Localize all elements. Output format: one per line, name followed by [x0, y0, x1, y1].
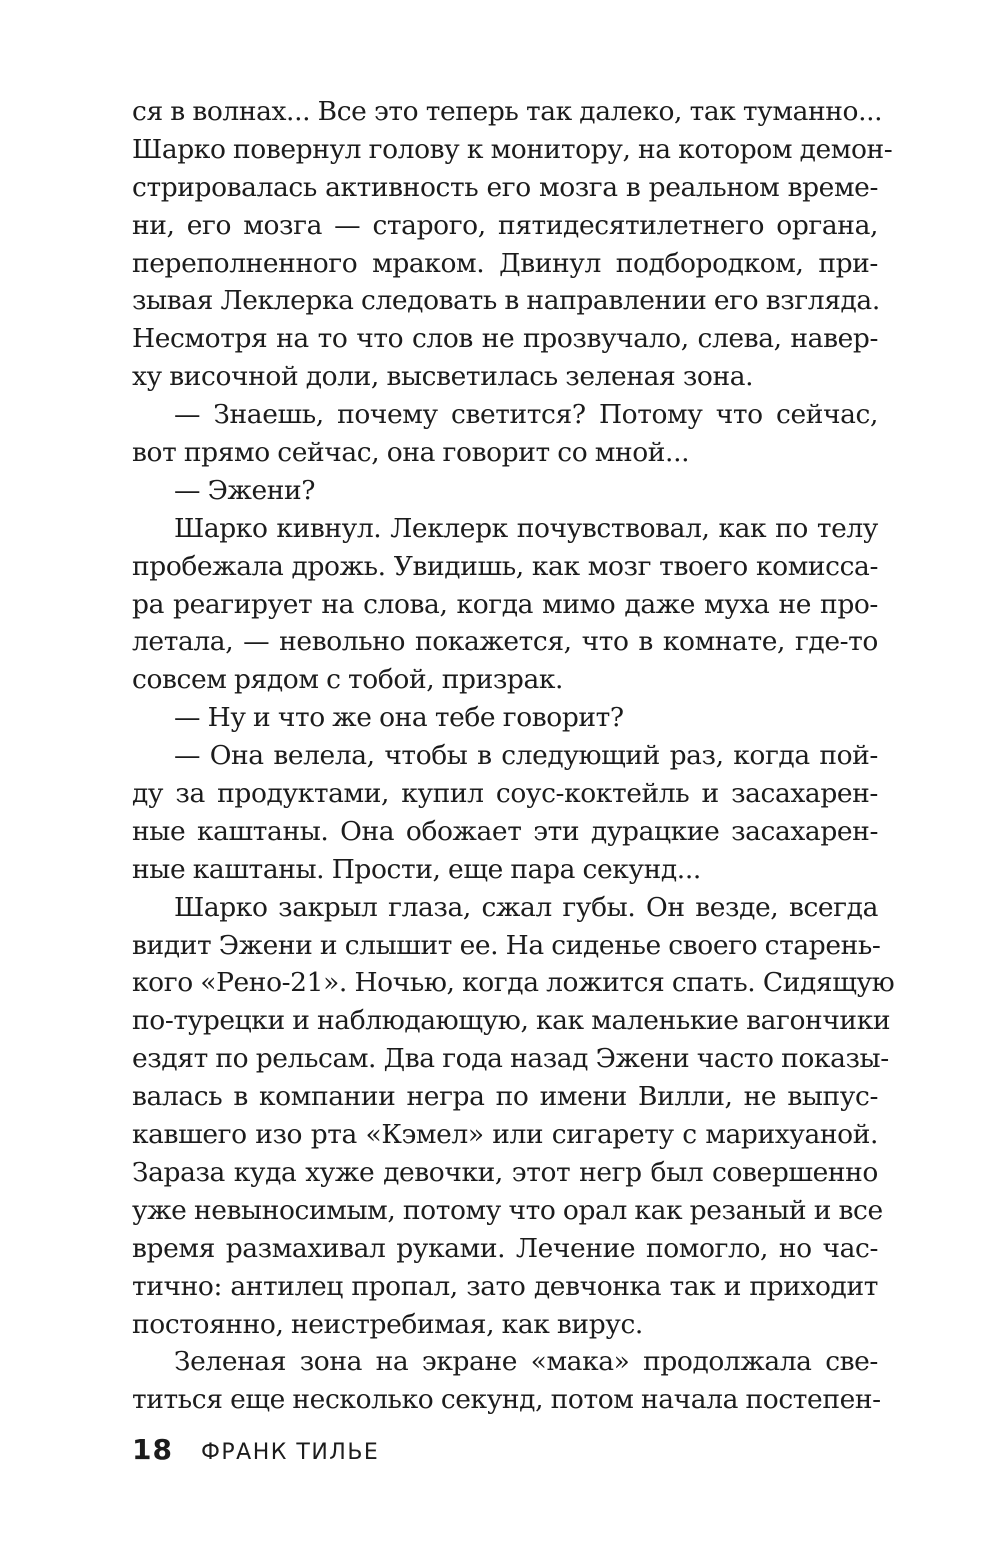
- text-line: ся в волнах... Все это теперь так далеко, так туманно...: [132, 96, 883, 127]
- text-line: видит Эжени и слышит ее. На сиденье своего старень-: [132, 929, 881, 961]
- page-footer: [132, 1430, 379, 1470]
- text-line: зывая Леклерка следовать в направлении его взгляда.: [132, 285, 880, 317]
- text-line: ни, его мозга — старого, пятидесятилетнего органа,: [132, 209, 878, 241]
- text-line: переполненного мраком. Двинул подбородком, при-: [132, 247, 878, 279]
- text-line: уже невыносимым, потому что орал как резаный и все: [132, 1194, 883, 1226]
- text-line: ду за продуктами, купил соус-коктейль и засахарен-: [132, 778, 878, 810]
- text-line: валась в компании негра по имени Вилли, не выпус-: [132, 1081, 878, 1113]
- text-line: — Эжени?: [174, 474, 316, 506]
- running-head-author: ФРАНК ТИЛЬЕ: [200, 1440, 380, 1465]
- text-line: — Знаешь, почему светится? Потому что сейчас,: [174, 399, 878, 431]
- text-line: титься еще несколько секунд, потом начала постепен-: [132, 1384, 881, 1416]
- text-line: Несмотря на то что слов не прозвучало, слева, навер-: [132, 323, 878, 355]
- text-line: Шарко повернул голову к монитору, на котором демон-: [132, 133, 893, 165]
- text-line: постоянно, неистребимая, как вирус.: [132, 1308, 643, 1340]
- text-line: совсем рядом с тобой, призрак.: [132, 664, 564, 696]
- text-line: Зараза куда хуже девочки, этот негр был совершенно: [132, 1156, 878, 1188]
- body-text: [132, 93, 895, 1419]
- text-line: ра реагирует на слова, когда мимо даже муха не про-: [132, 588, 878, 620]
- text-line: пробежала дрожь. Увидишь, как мозг твоего комисса-: [132, 550, 878, 582]
- text-line: кого «Рено-21». Ночью, когда ложится спать. Сидящую: [132, 967, 895, 999]
- text-line: Шарко закрыл глаза, сжал губы. Он везде, всегда: [174, 891, 878, 923]
- text-line: тично: антилец пропал, зато девчонка так и приходит: [132, 1270, 878, 1302]
- text-line: — Она велела, чтобы в следующий раз, когда пой-: [174, 740, 878, 772]
- text-line: ездят по рельсам. Два года назад Эжени часто показы-: [132, 1043, 889, 1075]
- text-line: Зеленая зона на экране «мака» продолжала све-: [174, 1346, 878, 1378]
- text-line: ные каштаны. Прости, еще пара секунд...: [132, 853, 701, 885]
- text-line: стрировалась активность его мозга в реальном време-: [132, 171, 878, 203]
- page-number: 18: [132, 1433, 173, 1466]
- text-line: — Ну и что же она тебе говорит?: [174, 702, 624, 734]
- text-line: летала, — невольно покажется, что в комнате, где-то: [132, 626, 878, 658]
- text-line: по-турецки и наблюдающую, как маленькие вагончики: [132, 1005, 891, 1037]
- text-line: кавшего изо рта «Кэмел» или сигарету с марихуаной.: [132, 1119, 878, 1151]
- text-line: вот прямо сейчас, она говорит со мной...: [132, 437, 690, 469]
- text-line: время размахивал руками. Лечение помогло, но час-: [132, 1232, 878, 1264]
- text-line: ные каштаны. Она обожает эти дурацкие засахарен-: [132, 815, 878, 847]
- text-line: Шарко кивнул. Леклерк почувствовал, как по телу: [174, 512, 878, 544]
- text-line: ху височной доли, высветилась зеленая зона.: [132, 361, 754, 393]
